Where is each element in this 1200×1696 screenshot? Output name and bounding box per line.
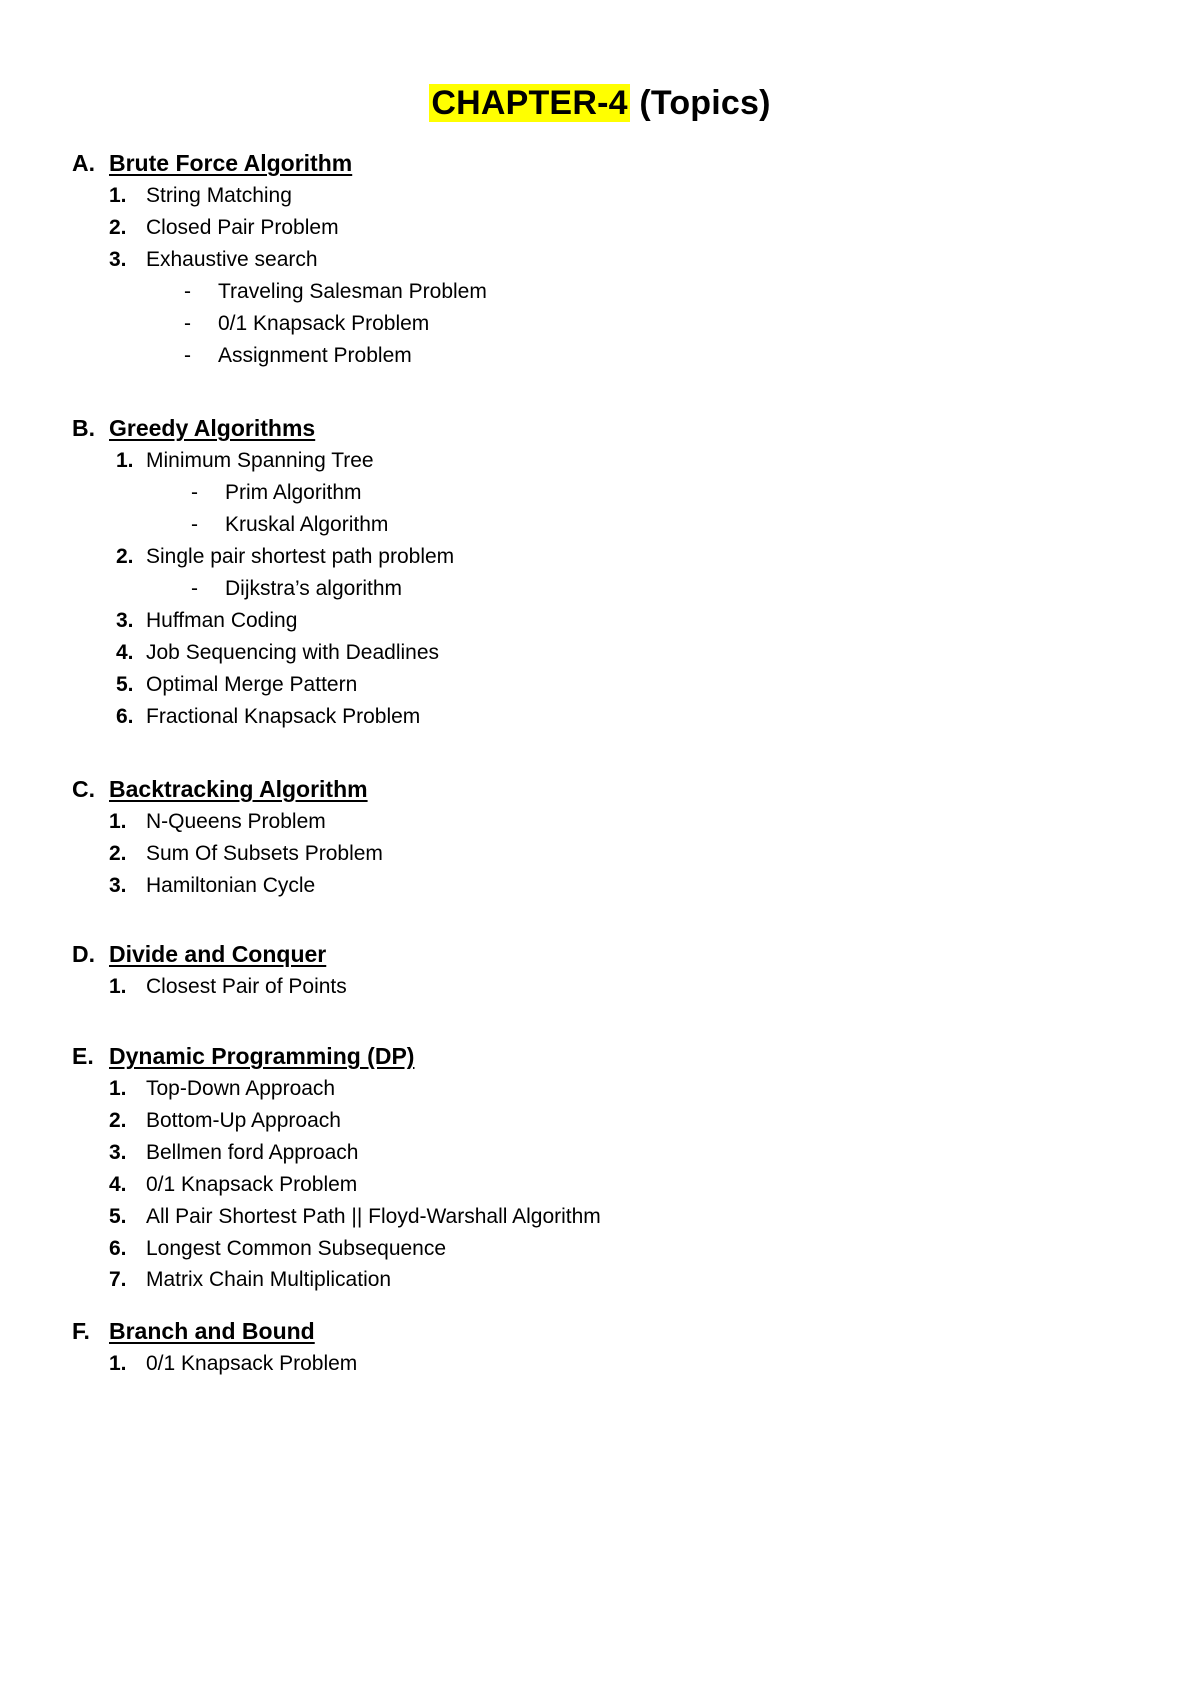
sub-item-text: Assignment Problem: [218, 344, 412, 367]
item-text: Hamiltonian Cycle: [146, 874, 316, 897]
item-text: Optimal Merge Pattern: [146, 673, 358, 696]
item-number: 2.: [109, 1109, 127, 1132]
list-item: [0, 445, 1200, 477]
section-title: Branch and Bound: [109, 1318, 315, 1344]
list-item: [0, 244, 1200, 276]
item-text: Sum Of Subsets Problem: [146, 842, 383, 865]
list-item: [0, 701, 1200, 733]
sub-item: [0, 509, 1200, 541]
item-text: Top-Down Approach: [146, 1077, 336, 1100]
item-text: Fractional Knapsack Problem: [146, 705, 421, 728]
item-text: Huffman Coding: [146, 609, 298, 632]
item-number: 1.: [109, 1352, 127, 1375]
item-number: 4.: [109, 1173, 127, 1196]
item-text: 0/1 Knapsack Problem: [146, 1173, 358, 1196]
item-text: Matrix Chain Multiplication: [146, 1268, 392, 1291]
item-text: Minimum Spanning Tree: [146, 449, 374, 472]
item-number: 2.: [116, 545, 134, 568]
section-heading: [0, 937, 1200, 971]
item-text: Exhaustive search: [146, 248, 318, 271]
section-divide-and-conquer: [0, 937, 1200, 1003]
section-title: Backtracking Algorithm: [109, 776, 368, 802]
sub-item: [0, 276, 1200, 308]
item-number: 7.: [109, 1268, 127, 1291]
section-heading: [0, 146, 1200, 180]
section-letter: A.: [72, 150, 95, 176]
list-item: [0, 806, 1200, 838]
section-letter: B.: [72, 415, 95, 441]
list-item: [0, 838, 1200, 870]
section-title: Divide and Conquer: [109, 941, 327, 967]
list-item: [0, 1233, 1200, 1265]
section-greedy: [0, 411, 1200, 733]
sub-item-text: Kruskal Algorithm: [225, 513, 389, 536]
dash-bullet: -: [184, 312, 191, 335]
item-text: Longest Common Subsequence: [146, 1237, 447, 1260]
section-letter: E.: [72, 1043, 94, 1069]
list-item: [0, 1137, 1200, 1169]
dash-bullet: -: [191, 577, 198, 600]
item-text: 0/1 Knapsack Problem: [146, 1352, 358, 1375]
title-highlight: CHAPTER-4: [431, 84, 628, 122]
item-text: String Matching: [146, 184, 292, 207]
dash-bullet: -: [191, 481, 198, 504]
list-item: [0, 180, 1200, 212]
page-title: [0, 78, 1200, 128]
item-number: 1.: [109, 184, 127, 207]
item-text: Single pair shortest path problem: [146, 545, 455, 568]
section-letter: D.: [72, 941, 95, 967]
item-text: N-Queens Problem: [146, 810, 326, 833]
item-number: 3.: [109, 1141, 127, 1164]
list-item: [0, 669, 1200, 701]
section-letter: F.: [72, 1318, 90, 1344]
list-item: [0, 212, 1200, 244]
item-number: 5.: [109, 1205, 127, 1228]
section-heading: [0, 1314, 1200, 1348]
item-text: Job Sequencing with Deadlines: [146, 641, 440, 664]
list-item: [0, 1348, 1200, 1380]
item-number: 1.: [109, 1077, 127, 1100]
list-item: [0, 1105, 1200, 1137]
section-letter: C.: [72, 776, 95, 802]
item-number: 4.: [116, 641, 134, 664]
section-brute-force: [0, 146, 1200, 372]
sub-item: [0, 340, 1200, 372]
dash-bullet: -: [191, 513, 198, 536]
section-backtracking: [0, 772, 1200, 902]
item-number: 5.: [116, 673, 134, 696]
list-item: [0, 605, 1200, 637]
sub-item-text: Dijkstra’s algorithm: [225, 577, 402, 600]
sub-item-text: 0/1 Knapsack Problem: [218, 312, 430, 335]
list-item: [0, 971, 1200, 1003]
title-suffix: (Topics): [629, 84, 771, 122]
item-text: Bottom-Up Approach: [146, 1109, 341, 1132]
section-title: Dynamic Programming (DP): [109, 1043, 415, 1069]
item-number: 2.: [109, 216, 127, 239]
sub-item: [0, 308, 1200, 340]
sub-item-text: Traveling Salesman Problem: [218, 280, 487, 303]
list-item: [0, 870, 1200, 902]
item-number: 2.: [109, 842, 127, 865]
item-number: 6.: [109, 1237, 127, 1260]
list-item: [0, 1169, 1200, 1201]
item-number: 6.: [116, 705, 134, 728]
item-number: 1.: [109, 975, 127, 998]
item-number: 3.: [109, 248, 127, 271]
item-text: Closest Pair of Points: [146, 975, 347, 998]
section-heading: [0, 411, 1200, 445]
list-item: [0, 1265, 1200, 1295]
item-text: All Pair Shortest Path || Floyd-Warshall Algorithm: [146, 1205, 601, 1228]
list-item: [0, 1073, 1200, 1105]
item-number: 3.: [116, 609, 134, 632]
item-number: 1.: [109, 810, 127, 833]
section-dynamic-programming: [0, 1039, 1200, 1295]
dash-bullet: -: [184, 280, 191, 303]
section-heading: [0, 772, 1200, 806]
list-item: [0, 1201, 1200, 1233]
item-text: Bellmen ford Approach: [146, 1141, 359, 1164]
list-item: [0, 637, 1200, 669]
list-item: [0, 541, 1200, 573]
item-number: 1.: [116, 449, 134, 472]
section-branch-and-bound: [0, 1314, 1200, 1380]
dash-bullet: -: [184, 344, 191, 367]
section-heading: [0, 1039, 1200, 1073]
item-number: 3.: [109, 874, 127, 897]
item-text: Closed Pair Problem: [146, 216, 339, 239]
sub-item-text: Prim Algorithm: [225, 481, 362, 504]
section-title: Greedy Algorithms: [109, 415, 316, 441]
sub-item: [0, 573, 1200, 605]
section-title: Brute Force Algorithm: [109, 150, 353, 176]
sub-item: [0, 477, 1200, 509]
